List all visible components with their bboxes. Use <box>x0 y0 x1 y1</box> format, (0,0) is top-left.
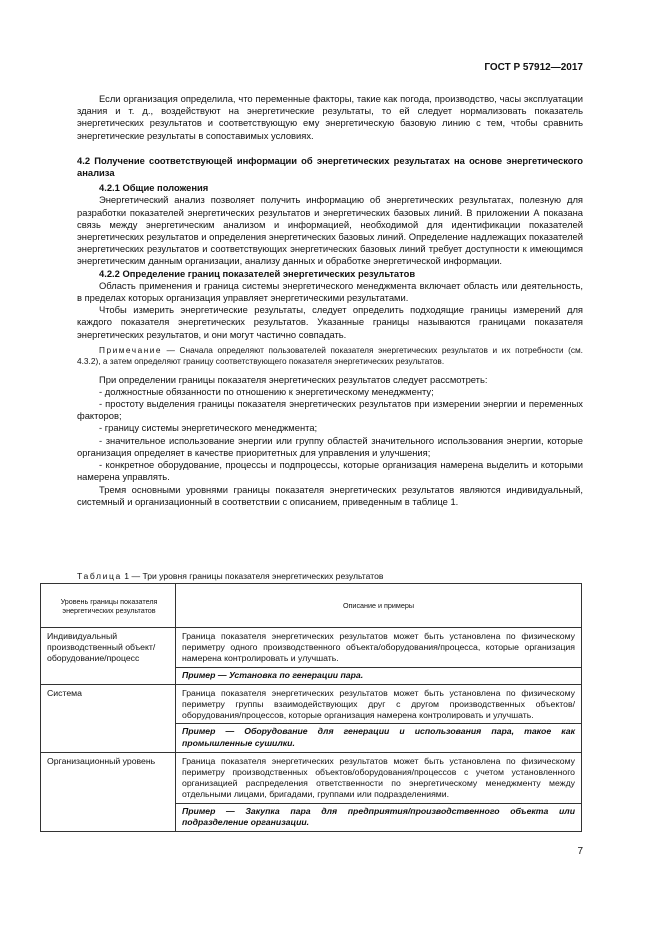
document-body <box>77 93 583 508</box>
example-text: Пример — Закупка пара для предприятия/производственного объекта или подразделение организации. <box>176 803 581 831</box>
example-text: Пример — Установка по генерации пара. <box>176 667 581 684</box>
paragraph-4-2-2-b: Чтобы измерить энергетические результаты, следует определить подходящие границы измерений для каждого показателя энергетических результатов. Указанные границы называются границами показателя энергетических результатов, и они могут частично совпадать. <box>77 304 583 340</box>
level-cell: Индивидуальный производственный объект/оборудование/процесс <box>41 628 176 685</box>
list-item: - значительное использование энергии или группу областей значительного использования энергии, которые организация определяет в качестве приоритетных для управления и улучшения; <box>77 434 583 458</box>
section-heading-4-2: 4.2 Получение соответствующей информации об энергетических результатах на основе энергетического анализа <box>77 154 583 179</box>
paragraph-levels: Тремя основными уровнями границы показателя энергетических результатов являются индивидуальный, системный и организационный в соответствии с описанием, приведенным в таблице 1. <box>77 483 583 507</box>
column-header-description: Описание и примеры <box>176 584 582 628</box>
boundary-levels-table <box>40 583 582 832</box>
subsection-heading-4-2-2: 4.2.2 Определение границ показателей энергетических результатов <box>99 267 416 279</box>
description-text: Граница показателя энергетических результатов может быть установлена по физическому периметру одного производственного объекта/оборудования/процесса, которые организация намерена контролировать и улучшать. <box>182 631 575 664</box>
list-item: - простоту выделения границы показателя энергетических результатов при измерении энергии и переменных факторов; <box>77 398 583 422</box>
level-cell: Организационный уровень <box>41 752 176 831</box>
paragraph-consider: При определении границы показателя энергетических результатов следует рассмотреть: <box>99 373 488 385</box>
description-cell <box>176 684 582 752</box>
table-caption <box>77 571 383 581</box>
note <box>77 345 583 368</box>
table-caption-text: 1 — Три уровня границы показателя энергетических результатов <box>121 571 384 581</box>
intro-paragraph: Если организация определила, что переменные факторы, такие как погода, производство, часы эксплуатации здания и т. д., воздействуют на энергетические результаты, то ей следует нормализовать показатель энергетических результатов и соответствующую ему энергетическую базовую линию с тем, чтобы сравнить энергетические результаты в сопоставимых условиях. <box>77 93 583 141</box>
example-text: Пример — Оборудование для генерации и использования пара, такое как промышленные сушилки. <box>176 723 581 751</box>
table-header-row <box>41 584 582 628</box>
note-text: — Сначала определяют пользователей показателя энергетических результатов и их потребности (см. 4.3.2), а затем определяют границу соответствующего показателя энергетических результатов. <box>77 344 583 367</box>
table-row <box>41 684 582 752</box>
list-item: - границу системы энергетического менеджмента; <box>99 422 318 434</box>
table-caption-label: Таблица <box>77 571 122 581</box>
column-header-level: Уровень границы показателя энергетических результатов <box>41 584 176 628</box>
list-item: - конкретное оборудование, процессы и подпроцессы, которые организация намерена выделить и которыми намерена управлять. <box>77 459 583 483</box>
description-cell <box>176 628 582 685</box>
list-item: - должностные обязанности по отношению к энергетическому менеджменту; <box>99 385 434 397</box>
level-cell: Система <box>41 684 176 752</box>
paragraph-4-2-2-a: Область применения и граница системы энергетического менеджмента включает область или деятельность, в пределах которых организация управляет энергетическими результатами. <box>77 279 583 304</box>
subsection-heading-4-2-1: 4.2.1 Общие положения <box>99 182 209 194</box>
document-code: ГОСТ Р 57912—2017 <box>484 62 583 73</box>
description-text: Граница показателя энергетических результатов может быть установлена по физическому периметру группы взаимодействующих друг с другом производственных объектов/оборудования/процессов, которые организация намерена контролировать и улучшать. <box>182 687 575 721</box>
paragraph-4-2-1: Энергетический анализ позволяет получить информацию об энергетических результатах, полезную для разработки показателей энергетических результатов и энергетических базовых линий. В приложении А показана связь между энергетическим анализом и информацией, необходимой для идентификации показателей энергетических результатов и определения энергетических базовых линий. Определение надлежащих показателей энергетических результатов и соответствующих энергетических базовых линий требует доступности к имеющимся энергетическим данным организации, анализу данных и обработке энергетической информации. <box>77 194 583 267</box>
description-cell <box>176 752 582 831</box>
table-row <box>41 628 582 685</box>
page-number: 7 <box>577 846 583 857</box>
description-text: Граница показателя энергетических результатов может быть установлена по физическому периметру производственных объектов/оборудования/процессов с учетом установленного организацией распределения ответственности по энергетическому менеджменту между отдельными лицами, бригадами, группами или подразделениями. <box>182 755 575 800</box>
table-row <box>41 752 582 831</box>
note-label: Примечание <box>99 344 163 355</box>
